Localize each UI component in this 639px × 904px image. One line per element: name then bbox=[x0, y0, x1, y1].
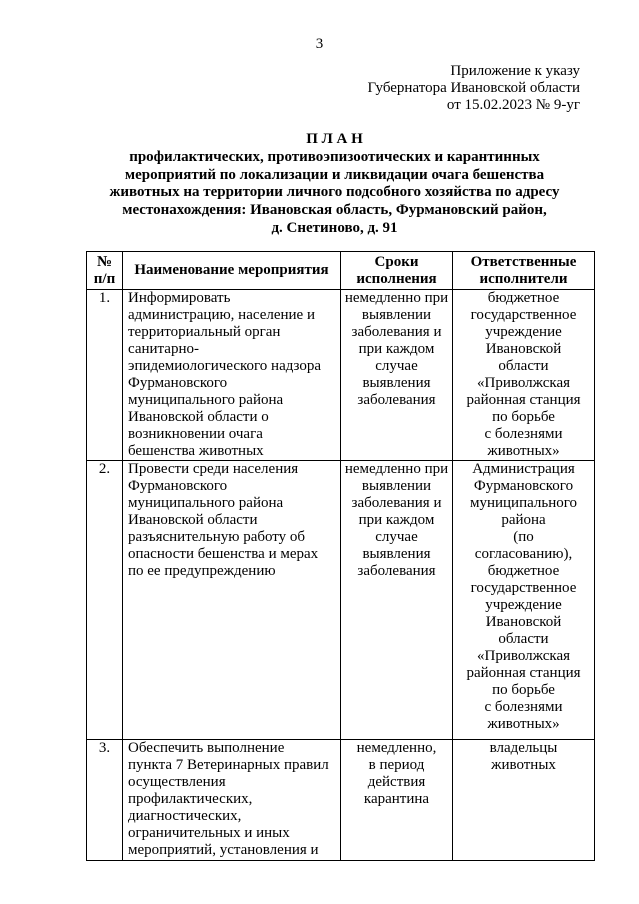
cell-line: немедленно при bbox=[344, 461, 449, 477]
cell-line: области bbox=[498, 358, 549, 374]
cell-line: Фурмановского bbox=[128, 478, 228, 494]
measure-name-cell bbox=[123, 740, 341, 861]
cell-line: бешенства животных bbox=[128, 443, 264, 459]
cell-line: с болезнями bbox=[484, 699, 563, 715]
cell-line: разъяснительную работу об bbox=[128, 529, 306, 545]
cell-line: муниципального района bbox=[128, 495, 284, 511]
cell-line: мероприятий, установления и bbox=[128, 842, 319, 858]
cell-line: государственное bbox=[470, 307, 577, 323]
table-body bbox=[87, 290, 595, 861]
cell-line: Администрация bbox=[472, 461, 575, 477]
cell-line: учреждение bbox=[485, 324, 562, 340]
cell-line: по борьбе bbox=[492, 409, 555, 425]
deadline-cell bbox=[341, 740, 453, 861]
header-line: № bbox=[96, 253, 113, 270]
cell-line: возникновении очага bbox=[128, 426, 263, 442]
table-row bbox=[87, 740, 595, 861]
header-line: исполнения bbox=[356, 270, 437, 287]
cell-line: осуществления bbox=[128, 774, 226, 790]
plan-subtitle-line: д. Снетиново, д. 91 bbox=[271, 219, 398, 236]
table-header-row bbox=[87, 252, 595, 290]
appendix-line: Приложение к указу bbox=[450, 63, 580, 79]
row-number-cell bbox=[87, 461, 123, 740]
cell-line: немедленно, bbox=[356, 740, 437, 756]
cell-line: Ивановской области bbox=[128, 512, 258, 528]
cell-line: 3. bbox=[98, 740, 111, 756]
plan-table bbox=[86, 251, 595, 861]
cell-line: случае bbox=[375, 529, 418, 545]
plan-title bbox=[86, 131, 583, 238]
cell-line: (по bbox=[513, 529, 534, 545]
cell-line: муниципального района bbox=[128, 392, 284, 408]
cell-line: Ивановской bbox=[485, 341, 562, 357]
header-line: п/п bbox=[93, 270, 116, 287]
table-row bbox=[87, 290, 595, 461]
header-deadline-cell bbox=[341, 252, 453, 290]
cell-line: животных» bbox=[487, 716, 560, 732]
appendix-line: Губернатора Ивановской области bbox=[367, 80, 580, 96]
cell-line: бюджетное bbox=[487, 290, 560, 306]
cell-line: немедленно при bbox=[344, 290, 449, 306]
cell-line: учреждение bbox=[485, 597, 562, 613]
cell-line: выявления bbox=[362, 546, 431, 562]
header-number-cell bbox=[87, 252, 123, 290]
header-line: Ответственные bbox=[470, 253, 577, 270]
appendix-note bbox=[367, 63, 580, 114]
cell-line: районная станция bbox=[466, 392, 581, 408]
cell-line: профилактических, bbox=[128, 791, 253, 807]
deadline-cell bbox=[341, 290, 453, 461]
cell-line: Провести среди населения bbox=[128, 461, 299, 477]
plan-subtitle-line: мероприятий по локализации и ликвидации очага бешенства bbox=[124, 166, 545, 183]
appendix-line: от 15.02.2023 № 9-уг bbox=[446, 97, 580, 113]
cell-line: случае bbox=[375, 358, 418, 374]
cell-line: эпидемиологического надзора bbox=[128, 358, 322, 374]
responsible-cell bbox=[453, 461, 595, 740]
cell-line: по борьбе bbox=[492, 682, 555, 698]
plan-subtitle-line: животных на территории личного подсобного хозяйства по адресу bbox=[109, 184, 560, 201]
cell-line: владельцы bbox=[489, 740, 558, 756]
cell-line: опасности бешенства и мерах bbox=[128, 546, 319, 562]
header-line: исполнители bbox=[479, 270, 568, 287]
cell-line: в период bbox=[368, 757, 425, 773]
cell-line: Информировать bbox=[128, 290, 231, 306]
cell-line: пункта 7 Ветеринарных правил bbox=[128, 757, 329, 773]
cell-line: Ивановской области о bbox=[128, 409, 269, 425]
plan-subtitle-line: профилактических, противоэпизоотических и карантинных bbox=[129, 148, 540, 165]
responsible-cell bbox=[453, 290, 595, 461]
plan-subtitle-line: местонахождения: Ивановская область, Фурмановский район, bbox=[122, 202, 547, 219]
header-line: Сроки bbox=[374, 253, 419, 270]
row-number-cell bbox=[87, 740, 123, 861]
cell-line: выявлении bbox=[361, 478, 432, 494]
cell-line: животных bbox=[491, 757, 556, 773]
row-number-cell bbox=[87, 290, 123, 461]
plan-heading: П Л А Н bbox=[306, 131, 363, 147]
measure-name-cell bbox=[123, 461, 341, 740]
cell-line: согласованию), bbox=[474, 546, 573, 562]
cell-line: заболевания и bbox=[351, 495, 442, 511]
cell-line: заболевания bbox=[357, 563, 436, 579]
cell-line: муниципального bbox=[469, 495, 578, 511]
cell-line: карантина bbox=[363, 791, 430, 807]
responsible-cell bbox=[453, 740, 595, 861]
header-line: Наименование мероприятия bbox=[134, 262, 329, 278]
cell-line: территориальный орган bbox=[128, 324, 281, 340]
cell-line: Фурмановского bbox=[128, 375, 228, 391]
cell-line: выявлении bbox=[361, 307, 432, 323]
header-name-cell bbox=[123, 252, 341, 290]
cell-line: животных» bbox=[487, 443, 560, 459]
deadline-cell bbox=[341, 461, 453, 740]
cell-line: диагностических, bbox=[128, 808, 242, 824]
cell-line: Обеспечить выполнение bbox=[128, 740, 285, 756]
cell-line: бюджетное bbox=[487, 563, 560, 579]
cell-line: администрацию, население и bbox=[128, 307, 315, 323]
cell-line: ограничительных и иных bbox=[128, 825, 290, 841]
cell-line: выявления bbox=[362, 375, 431, 391]
cell-line: района bbox=[501, 512, 546, 528]
cell-line: 2. bbox=[98, 461, 111, 477]
cell-line: «Приволжская bbox=[477, 375, 570, 391]
cell-line: Ивановской bbox=[485, 614, 562, 630]
table-head bbox=[87, 252, 595, 290]
measure-name-cell bbox=[123, 290, 341, 461]
page-number: 3 bbox=[315, 36, 324, 52]
cell-line: районная станция bbox=[466, 665, 581, 681]
cell-line: Фурмановского bbox=[473, 478, 574, 494]
cell-line: «Приволжская bbox=[477, 648, 570, 664]
cell-line: по ее предупреждению bbox=[128, 563, 276, 579]
cell-line: 1. bbox=[98, 290, 111, 306]
cell-line: государственное bbox=[470, 580, 577, 596]
table-row bbox=[87, 461, 595, 740]
cell-line: с болезнями bbox=[484, 426, 563, 442]
cell-line: области bbox=[498, 631, 549, 647]
cell-line: заболевания bbox=[357, 392, 436, 408]
cell-line: при каждом bbox=[358, 512, 435, 528]
cell-line: санитарно- bbox=[128, 341, 199, 357]
cell-line: заболевания и bbox=[351, 324, 442, 340]
cell-line: при каждом bbox=[358, 341, 435, 357]
cell-line: действия bbox=[367, 774, 426, 790]
header-responsible-cell bbox=[453, 252, 595, 290]
